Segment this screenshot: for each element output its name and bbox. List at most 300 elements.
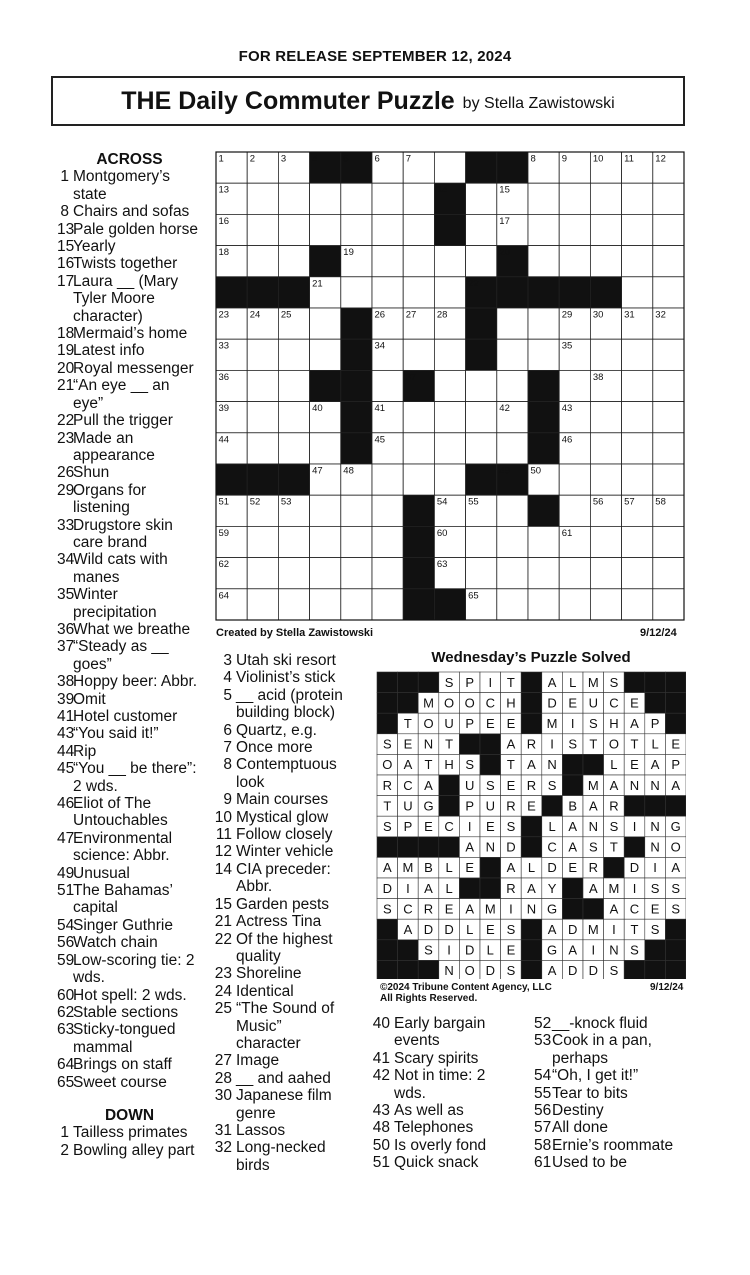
- solved-block: [665, 713, 686, 734]
- solved-date: 9/12/24: [650, 982, 684, 993]
- clue-item: [534, 1015, 694, 1032]
- solved-letter: S: [588, 716, 598, 732]
- grid-cell[interactable]: [247, 433, 278, 464]
- solved-letter: L: [548, 819, 556, 835]
- grid-cell[interactable]: [622, 277, 653, 308]
- solved-block: [480, 754, 501, 775]
- grid-cell[interactable]: [434, 246, 465, 277]
- grid-cell[interactable]: [372, 277, 403, 308]
- clue-number: 18: [57, 325, 75, 343]
- solved-letter: L: [445, 860, 453, 876]
- grid-cell[interactable]: [372, 495, 403, 526]
- clue-number: 23: [57, 429, 75, 447]
- clue-text: Chairs and sofas: [73, 203, 190, 221]
- solved-block: [377, 960, 398, 979]
- clue-number: 11: [215, 826, 232, 844]
- grid-cell[interactable]: [590, 214, 621, 245]
- grid-cell[interactable]: [590, 246, 621, 277]
- clue-item: [57, 1074, 202, 1091]
- clue-item: [210, 1139, 350, 1174]
- clue-item: [57, 882, 202, 917]
- solved-letter: E: [465, 860, 475, 876]
- grid-cell[interactable]: [341, 277, 372, 308]
- grid-cell[interactable]: [497, 339, 528, 370]
- solved-letter: N: [650, 777, 660, 793]
- cell-number: 42: [499, 403, 510, 415]
- grid-cell[interactable]: [559, 495, 590, 526]
- grid-cell[interactable]: [434, 277, 465, 308]
- solved-letter: S: [671, 901, 681, 917]
- grid-cell[interactable]: [590, 433, 621, 464]
- clue-text: Ernie’s roommate: [552, 1136, 674, 1154]
- grid-cell[interactable]: [310, 526, 341, 557]
- down-clues-3: [372, 1015, 502, 1172]
- cell-number: 9: [561, 153, 567, 165]
- grid-cell[interactable]: [372, 214, 403, 245]
- grid-cell[interactable]: [590, 183, 621, 214]
- grid-cell[interactable]: [466, 214, 497, 245]
- solved-block: [418, 672, 439, 693]
- grid-cell[interactable]: [403, 277, 434, 308]
- grid-cell[interactable]: [466, 402, 497, 433]
- solved-block: [459, 734, 480, 755]
- grid-cell[interactable]: [372, 589, 403, 620]
- grid-block: [466, 339, 497, 370]
- solved-letter: R: [526, 736, 537, 752]
- grid-cell[interactable]: [278, 558, 309, 589]
- clue-item: [534, 1154, 694, 1171]
- cell-number: 49: [499, 465, 510, 477]
- grid-cell[interactable]: [559, 558, 590, 589]
- cell-number: 50: [530, 465, 542, 477]
- grid-cell[interactable]: [528, 589, 559, 620]
- cell-number: 46: [561, 434, 573, 446]
- solved-block: [542, 796, 563, 817]
- clue-number: 49: [57, 864, 75, 882]
- grid-cell[interactable]: [653, 339, 684, 370]
- grid-cell[interactable]: [559, 214, 590, 245]
- clue-item: [57, 255, 202, 272]
- grid-cell[interactable]: [310, 433, 341, 464]
- clue-item: [534, 1067, 694, 1084]
- clue-text: Early bargain events: [394, 1015, 486, 1050]
- clue-text: Garden pests: [236, 895, 330, 913]
- grid-cell[interactable]: [310, 558, 341, 589]
- grid-cell[interactable]: [653, 402, 684, 433]
- grid-cell[interactable]: [310, 214, 341, 245]
- clue-number: 38: [57, 673, 75, 691]
- clue-item: [57, 377, 202, 412]
- solved-letter: R: [423, 901, 434, 917]
- grid-cell[interactable]: [653, 433, 684, 464]
- grid-cell[interactable]: [310, 589, 341, 620]
- solved-letter: U: [444, 716, 454, 732]
- solved-letter: O: [670, 839, 681, 855]
- solved-letter: U: [403, 798, 413, 814]
- grid-cell[interactable]: [497, 589, 528, 620]
- grid-cell[interactable]: [528, 246, 559, 277]
- clue-number: 60: [57, 986, 75, 1004]
- grid-cell[interactable]: [341, 558, 372, 589]
- clue-number: 26: [57, 464, 75, 482]
- grid-cell[interactable]: [403, 246, 434, 277]
- clue-text: Quick snack: [394, 1154, 479, 1172]
- clue-text: Lassos: [236, 1121, 286, 1139]
- grid-cell[interactable]: [341, 589, 372, 620]
- grid-cell[interactable]: [622, 464, 653, 495]
- clue-number: 20: [57, 359, 75, 377]
- grid-cell[interactable]: [590, 526, 621, 557]
- solved-grid: [376, 671, 686, 979]
- clue-item: [57, 168, 202, 203]
- grid-cell[interactable]: [310, 495, 341, 526]
- solved-letter: C: [485, 695, 495, 711]
- grid-cell[interactable]: [528, 526, 559, 557]
- cell-number: 52: [249, 496, 261, 508]
- solved-letter: S: [547, 777, 557, 793]
- cell-number: 45: [374, 434, 386, 446]
- clue-text: Hotel customer: [73, 708, 178, 725]
- grid-cell[interactable]: [434, 464, 465, 495]
- solved-block: [645, 940, 666, 961]
- grid-cell[interactable]: [653, 589, 684, 620]
- grid-cell[interactable]: [310, 308, 341, 339]
- grid-cell[interactable]: [559, 246, 590, 277]
- clue-text: Destiny: [552, 1102, 604, 1120]
- solved-block: [439, 775, 460, 796]
- crossword-grid[interactable]: [215, 151, 687, 624]
- solved-letter: M: [402, 860, 414, 876]
- grid-cell[interactable]: [497, 370, 528, 401]
- solved-block: [521, 672, 542, 693]
- solved-letter: A: [547, 922, 557, 938]
- clue-text: Rip: [73, 742, 97, 760]
- grid-cell[interactable]: [247, 370, 278, 401]
- grid-cell[interactable]: [372, 464, 403, 495]
- clue-text: Twists together: [73, 255, 178, 273]
- grid-cell[interactable]: [622, 183, 653, 214]
- grid-cell[interactable]: [403, 402, 434, 433]
- grid-cell[interactable]: [653, 246, 684, 277]
- clue-item: [57, 934, 202, 951]
- grid-cell[interactable]: [528, 308, 559, 339]
- clue-number: 36: [57, 620, 75, 638]
- grid-cell[interactable]: [247, 246, 278, 277]
- solved-block: [459, 878, 480, 899]
- grid-cell[interactable]: [403, 339, 434, 370]
- grid-cell[interactable]: [653, 464, 684, 495]
- grid-cell[interactable]: [278, 370, 309, 401]
- clue-number: 34: [57, 551, 75, 569]
- grid-block: [341, 402, 372, 433]
- grid-cell[interactable]: [372, 183, 403, 214]
- grid-cell[interactable]: [466, 370, 497, 401]
- cell-number: 39: [218, 403, 230, 415]
- solved-letter: C: [547, 839, 557, 855]
- grid-cell[interactable]: [590, 402, 621, 433]
- grid-cell[interactable]: [372, 246, 403, 277]
- clue-item: [210, 1087, 350, 1122]
- grid-cell[interactable]: [622, 370, 653, 401]
- down-clues-4: [534, 1015, 694, 1172]
- clue-text: Singer Guthrie: [73, 916, 173, 934]
- solved-letter: T: [445, 736, 454, 752]
- solved-letter: A: [465, 839, 475, 855]
- cell-number: 5: [343, 153, 349, 165]
- solved-letter: G: [423, 798, 434, 814]
- cell-number: 13: [218, 184, 230, 196]
- solved-letter: T: [403, 716, 412, 732]
- grid-cell[interactable]: [278, 214, 309, 245]
- clue-item: [534, 1085, 694, 1102]
- solved-block: [624, 672, 645, 693]
- clue-item: [57, 238, 202, 255]
- grid-cell[interactable]: [247, 214, 278, 245]
- grid-cell[interactable]: [622, 526, 653, 557]
- solved-letter: N: [650, 839, 660, 855]
- cell-number: 11: [624, 153, 634, 165]
- clue-item: [57, 621, 202, 638]
- grid-cell[interactable]: [278, 589, 309, 620]
- grid-cell[interactable]: [559, 370, 590, 401]
- clue-item: [57, 760, 202, 795]
- solved-letter: A: [424, 777, 433, 793]
- clue-number: 7: [223, 739, 232, 757]
- clue-number: 9: [223, 791, 232, 809]
- clue-text: Image: [236, 1052, 280, 1070]
- grid-cell[interactable]: [403, 433, 434, 464]
- grid-cell[interactable]: [653, 526, 684, 557]
- solved-letter: O: [423, 716, 434, 732]
- grid-cell[interactable]: [247, 183, 278, 214]
- cell-number: 17: [499, 215, 510, 227]
- solved-letter: R: [382, 777, 392, 793]
- grid-cell[interactable]: [497, 526, 528, 557]
- grid-cell[interactable]: [590, 339, 621, 370]
- clue-text: “The Sound of Music” character: [236, 1000, 335, 1052]
- solved-letter: H: [506, 695, 516, 711]
- grid-cell[interactable]: [403, 214, 434, 245]
- clue-number: 48: [372, 1119, 390, 1137]
- grid-cell[interactable]: [278, 339, 309, 370]
- grid-cell[interactable]: [466, 526, 497, 557]
- clue-number: 37: [57, 638, 75, 656]
- solved-block: [665, 796, 686, 817]
- solved-letter: N: [629, 777, 640, 793]
- grid-block: [216, 464, 247, 495]
- grid-cell[interactable]: [559, 464, 590, 495]
- grid-cell[interactable]: [434, 402, 465, 433]
- grid-cell[interactable]: [466, 246, 497, 277]
- clue-item: [57, 203, 202, 220]
- grid-cell[interactable]: [434, 152, 465, 183]
- grid-cell[interactable]: [528, 558, 559, 589]
- clue-text: Environmental science: Abbr.: [73, 829, 173, 865]
- grid-cell[interactable]: [341, 495, 372, 526]
- grid-cell[interactable]: [434, 370, 465, 401]
- clue-number: 56: [57, 934, 75, 952]
- solved-letter: A: [424, 880, 433, 896]
- clue-item: [57, 917, 202, 934]
- clue-item: [210, 739, 350, 756]
- grid-cell[interactable]: [372, 558, 403, 589]
- solved-letter: I: [632, 819, 637, 835]
- grid-cell[interactable]: [622, 402, 653, 433]
- clue-item: [57, 273, 202, 325]
- grid-cell[interactable]: [247, 526, 278, 557]
- solved-letter: S: [506, 963, 516, 979]
- clue-number: 23: [214, 965, 232, 983]
- grid-cell[interactable]: [497, 495, 528, 526]
- grid-block: [497, 152, 528, 183]
- solved-letter: T: [506, 674, 515, 690]
- grid-cell[interactable]: [278, 246, 309, 277]
- cell-number: 34: [374, 340, 386, 352]
- grid-cell[interactable]: [278, 183, 309, 214]
- grid-cell[interactable]: [434, 339, 465, 370]
- grid-cell[interactable]: [403, 183, 434, 214]
- solved-block: [377, 837, 398, 858]
- grid-cell[interactable]: [622, 246, 653, 277]
- solved-letter: M: [608, 880, 620, 896]
- solved-letter: E: [485, 716, 495, 732]
- grid-cell[interactable]: [278, 402, 309, 433]
- clue-number: 41: [372, 1049, 390, 1067]
- solved-letter: A: [671, 777, 681, 793]
- grid-cell[interactable]: [341, 183, 372, 214]
- clue-item: [57, 360, 202, 377]
- clue-item: [57, 464, 202, 481]
- grid-cell[interactable]: [434, 433, 465, 464]
- clue-number: 35: [57, 586, 75, 604]
- grid-cell[interactable]: [653, 370, 684, 401]
- clue-text: Brings on staff: [73, 1056, 172, 1074]
- clue-text: Hoppy beer: Abbr.: [73, 673, 198, 691]
- solved-block: [480, 878, 501, 899]
- clue-text: “Oh, I get it!”: [552, 1067, 639, 1085]
- solved-letter: U: [465, 777, 475, 793]
- solved-letter: S: [568, 736, 578, 752]
- grid-cell[interactable]: [466, 183, 497, 214]
- grid-cell[interactable]: [372, 526, 403, 557]
- solved-letter: S: [588, 839, 598, 855]
- grid-cell[interactable]: [590, 464, 621, 495]
- grid-cell[interactable]: [622, 558, 653, 589]
- solved-letter: D: [568, 922, 578, 938]
- grid-cell[interactable]: [247, 339, 278, 370]
- grid-cell[interactable]: [653, 214, 684, 245]
- solved-letter: E: [650, 901, 660, 917]
- grid-cell[interactable]: [653, 277, 684, 308]
- solved-block: [377, 672, 398, 693]
- grid-cell[interactable]: [559, 183, 590, 214]
- clue-number: 43: [57, 725, 75, 743]
- solved-letter: T: [506, 757, 515, 773]
- grid-cell[interactable]: [341, 214, 372, 245]
- solved-letter: D: [485, 963, 495, 979]
- grid-cell[interactable]: [247, 402, 278, 433]
- solved-letter: D: [629, 860, 640, 876]
- clue-number: 44: [57, 742, 75, 760]
- clue-number: 31: [214, 1121, 232, 1139]
- grid-block: [247, 464, 278, 495]
- cell-number: 8: [530, 153, 536, 165]
- cell-number: 54: [436, 496, 448, 508]
- grid-cell[interactable]: [278, 433, 309, 464]
- solved-letter: I: [550, 736, 554, 752]
- solved-letter: C: [444, 819, 454, 835]
- grid-cell[interactable]: [497, 433, 528, 464]
- solved-letter: I: [467, 819, 472, 835]
- solved-letter: A: [547, 674, 557, 690]
- solved-letter: N: [423, 736, 434, 752]
- grid-cell[interactable]: [403, 464, 434, 495]
- grid-cell[interactable]: [341, 526, 372, 557]
- grid-cell[interactable]: [590, 589, 621, 620]
- grid-cell[interactable]: [497, 558, 528, 589]
- grid-cell[interactable]: [466, 558, 497, 589]
- solved-title: Wednesday’s Puzzle Solved: [431, 649, 631, 666]
- clue-number: 62: [57, 1003, 75, 1021]
- grid-cell[interactable]: [310, 183, 341, 214]
- grid-cell[interactable]: [310, 339, 341, 370]
- grid-cell[interactable]: [372, 370, 403, 401]
- solved-letter: P: [465, 674, 475, 690]
- clue-item: [210, 826, 350, 843]
- grid-cell[interactable]: [622, 339, 653, 370]
- clue-item: [534, 1119, 694, 1136]
- grid-cell[interactable]: [590, 558, 621, 589]
- grid-cell[interactable]: [622, 214, 653, 245]
- grid-cell[interactable]: [278, 526, 309, 557]
- clue-item: [534, 1137, 694, 1154]
- solved-letter: L: [610, 757, 618, 773]
- clue-item: [57, 482, 202, 517]
- grid-cell[interactable]: [497, 308, 528, 339]
- solved-letter: E: [568, 860, 578, 876]
- solved-letter: C: [403, 901, 413, 917]
- cell-number: 26: [374, 309, 386, 321]
- cell-number: 56: [592, 496, 604, 508]
- grid-cell[interactable]: [653, 183, 684, 214]
- grid-cell[interactable]: [528, 339, 559, 370]
- solved-letter: N: [609, 942, 619, 958]
- clue-number: 57: [534, 1119, 552, 1137]
- solved-letter: S: [506, 922, 516, 938]
- clue-text: Pull the trigger: [73, 412, 173, 430]
- clue-text: Once more: [236, 739, 313, 757]
- solved-block: [377, 693, 398, 714]
- grid-cell[interactable]: [622, 589, 653, 620]
- grid-cell[interactable]: [247, 589, 278, 620]
- clue-item: [210, 861, 350, 896]
- solved-letter: L: [486, 942, 494, 958]
- grid-cell[interactable]: [653, 558, 684, 589]
- grid-cell[interactable]: [559, 589, 590, 620]
- solved-letter: A: [568, 819, 578, 835]
- grid-cell[interactable]: [528, 214, 559, 245]
- clue-text: All done: [552, 1119, 609, 1137]
- grid-cell[interactable]: [466, 433, 497, 464]
- grid-cell[interactable]: [528, 183, 559, 214]
- solved-letter: N: [588, 819, 598, 835]
- clue-item: [534, 1102, 694, 1119]
- clue-number: 64: [57, 1056, 75, 1074]
- solved-letter: A: [382, 860, 392, 876]
- grid-cell[interactable]: [622, 433, 653, 464]
- clue-item: [210, 913, 350, 930]
- grid-cell[interactable]: [247, 558, 278, 589]
